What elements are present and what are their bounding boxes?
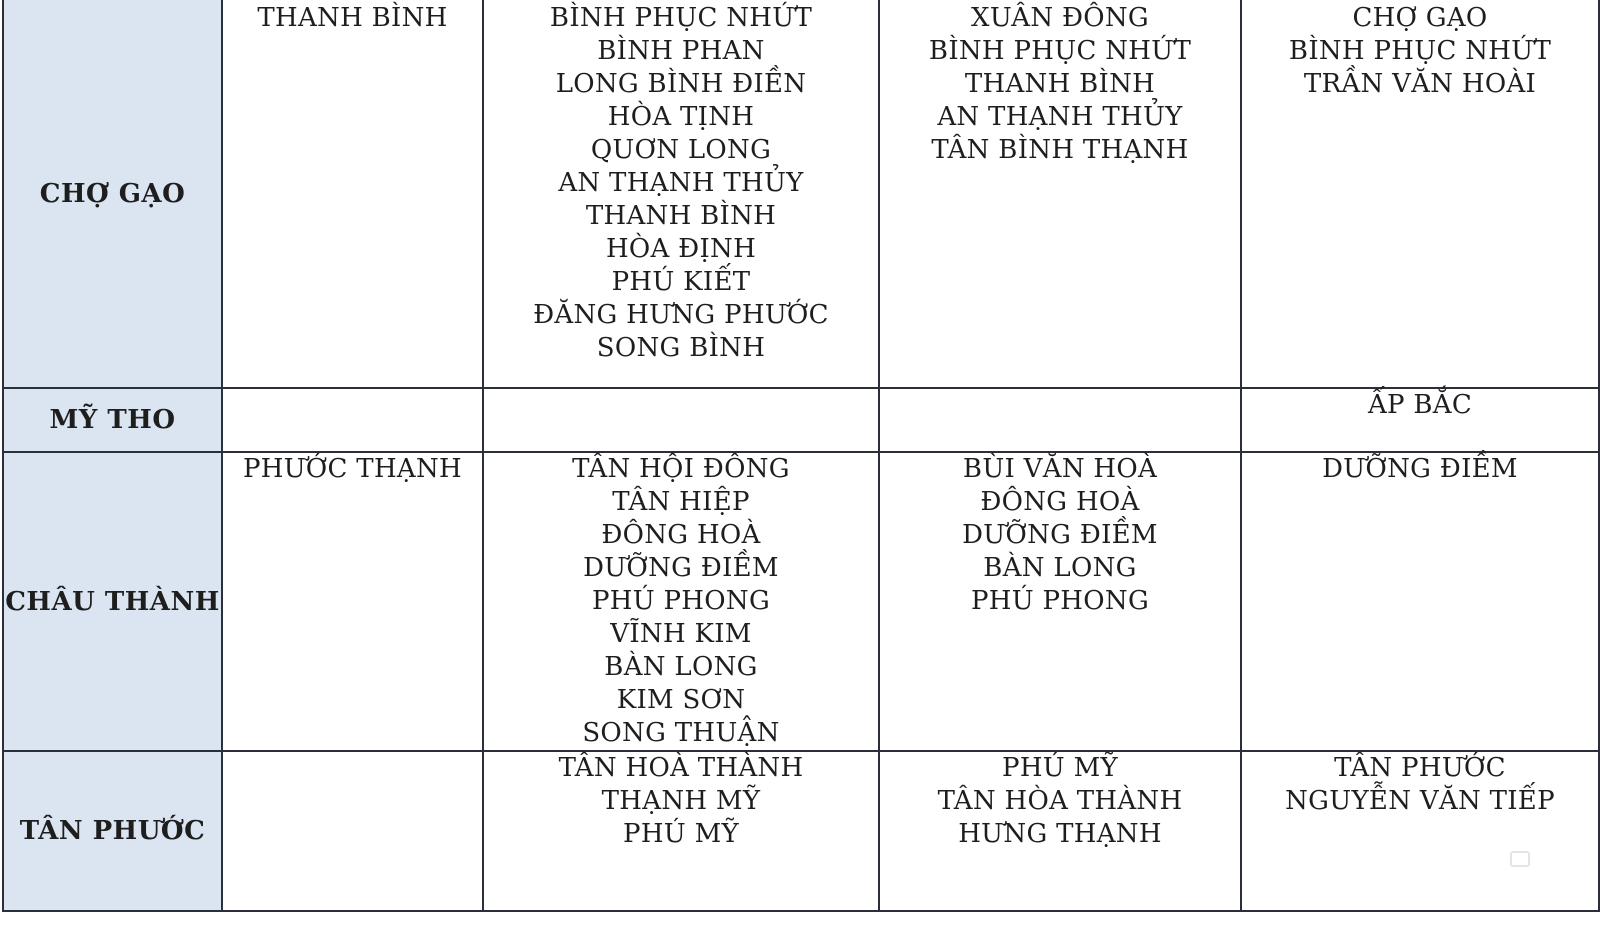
list-item: DƯỠNG ĐIỀM — [962, 520, 1158, 550]
district-street-table — [2, 0, 1600, 912]
table-cell — [483, 751, 879, 911]
table-cell — [483, 452, 879, 751]
list-item: THANH BÌNH — [964, 69, 1156, 99]
district-cell: CHỢ GẠO — [3, 0, 222, 388]
table-cell — [879, 0, 1241, 388]
list-item: ĐÔNG HOÀ — [980, 487, 1140, 517]
list-item: TÂN HÒA THÀNH — [937, 786, 1183, 816]
list-item: BÙI VĂN HOÀ — [962, 454, 1158, 484]
watermark-icon — [1510, 851, 1530, 867]
table-cell — [222, 452, 483, 751]
list-item: BÌNH PHỤC NHỨT — [1288, 36, 1552, 66]
list-item: BÌNH PHAN — [597, 36, 765, 66]
list-item: CHỢ GẠO — [1352, 3, 1488, 33]
list-item: ĐÔNG HOÀ — [601, 520, 761, 550]
table-cell — [483, 0, 879, 388]
list-item: PHÚ PHONG — [970, 586, 1150, 616]
list-item: AN THẠNH THỦY — [558, 168, 804, 198]
table-row-chau-thanh — [3, 452, 1599, 751]
table-row-tan-phuoc — [3, 751, 1599, 911]
table-cell — [483, 388, 879, 452]
table-cell — [222, 0, 483, 388]
table-cell — [1241, 388, 1599, 452]
list-item: TÂN HIỆP — [612, 487, 750, 517]
list-item: TÂN HỘI ĐÔNG — [572, 454, 790, 484]
list-item: BÀN LONG — [604, 652, 758, 682]
list-item: BÀN LONG — [983, 553, 1137, 583]
table-cell — [1241, 0, 1599, 388]
district-cell: MỸ THO — [3, 388, 222, 452]
table-cell — [1241, 751, 1599, 911]
list-item: PHÚ MỸ — [1002, 753, 1118, 783]
list-item: PHƯỚC THẠNH — [242, 454, 463, 484]
table-row-my-tho — [3, 388, 1599, 452]
list-item: ẤP BẮC — [1367, 390, 1473, 420]
list-item: TRẦN VĂN HOÀI — [1303, 69, 1537, 99]
list-item: BÌNH PHỤC NHỨT — [928, 36, 1192, 66]
district-cell: TÂN PHƯỚC — [3, 751, 222, 911]
list-item: SONG BÌNH — [596, 333, 766, 363]
list-item: XUÂN ĐÔNG — [971, 3, 1149, 33]
district-cell: CHÂU THÀNH — [3, 452, 222, 751]
list-item: ĐĂNG HƯNG PHƯỚC — [533, 300, 829, 330]
list-item: TÂN PHƯỚC — [1334, 753, 1506, 783]
list-item: KIM SƠN — [616, 685, 746, 715]
list-item: NGUYỄN VĂN TIẾP — [1285, 786, 1555, 816]
list-item: PHÚ MỸ — [623, 819, 739, 849]
table-cell — [222, 388, 483, 452]
list-item: THANH BÌNH — [257, 3, 448, 33]
list-item: TÂN BÌNH THẠNH — [931, 135, 1189, 165]
list-item: TÂN HOÀ THÀNH — [558, 753, 804, 783]
list-item: PHÚ PHONG — [591, 586, 771, 616]
watermark — [1510, 851, 1530, 867]
list-item: THANH BÌNH — [585, 201, 777, 231]
list-item: LONG BÌNH ĐIỀN — [555, 69, 807, 99]
list-item: BÌNH PHỤC NHỨT — [549, 3, 813, 33]
table-row-cho-gao — [3, 0, 1599, 388]
list-item: HƯNG THẠNH — [958, 819, 1162, 849]
table-cell — [879, 751, 1241, 911]
table-cell — [1241, 452, 1599, 751]
table-cell — [879, 388, 1241, 452]
list-item: DƯỠNG ĐIỀM — [1322, 454, 1518, 484]
list-item: AN THẠNH THỦY — [937, 102, 1183, 132]
list-item: PHÚ KIẾT — [611, 267, 751, 297]
table-cell — [879, 452, 1241, 751]
list-item: SONG THUẬN — [582, 718, 780, 748]
table-cell — [222, 751, 483, 911]
list-item: HÒA TỊNH — [607, 102, 755, 132]
list-item: QUƠN LONG — [590, 135, 772, 165]
list-item: THẠNH MỸ — [601, 786, 761, 816]
list-item: VĨNH KIM — [610, 619, 752, 649]
list-item: HÒA ĐỊNH — [605, 234, 757, 264]
list-item: DƯỠNG ĐIỀM — [583, 553, 779, 583]
